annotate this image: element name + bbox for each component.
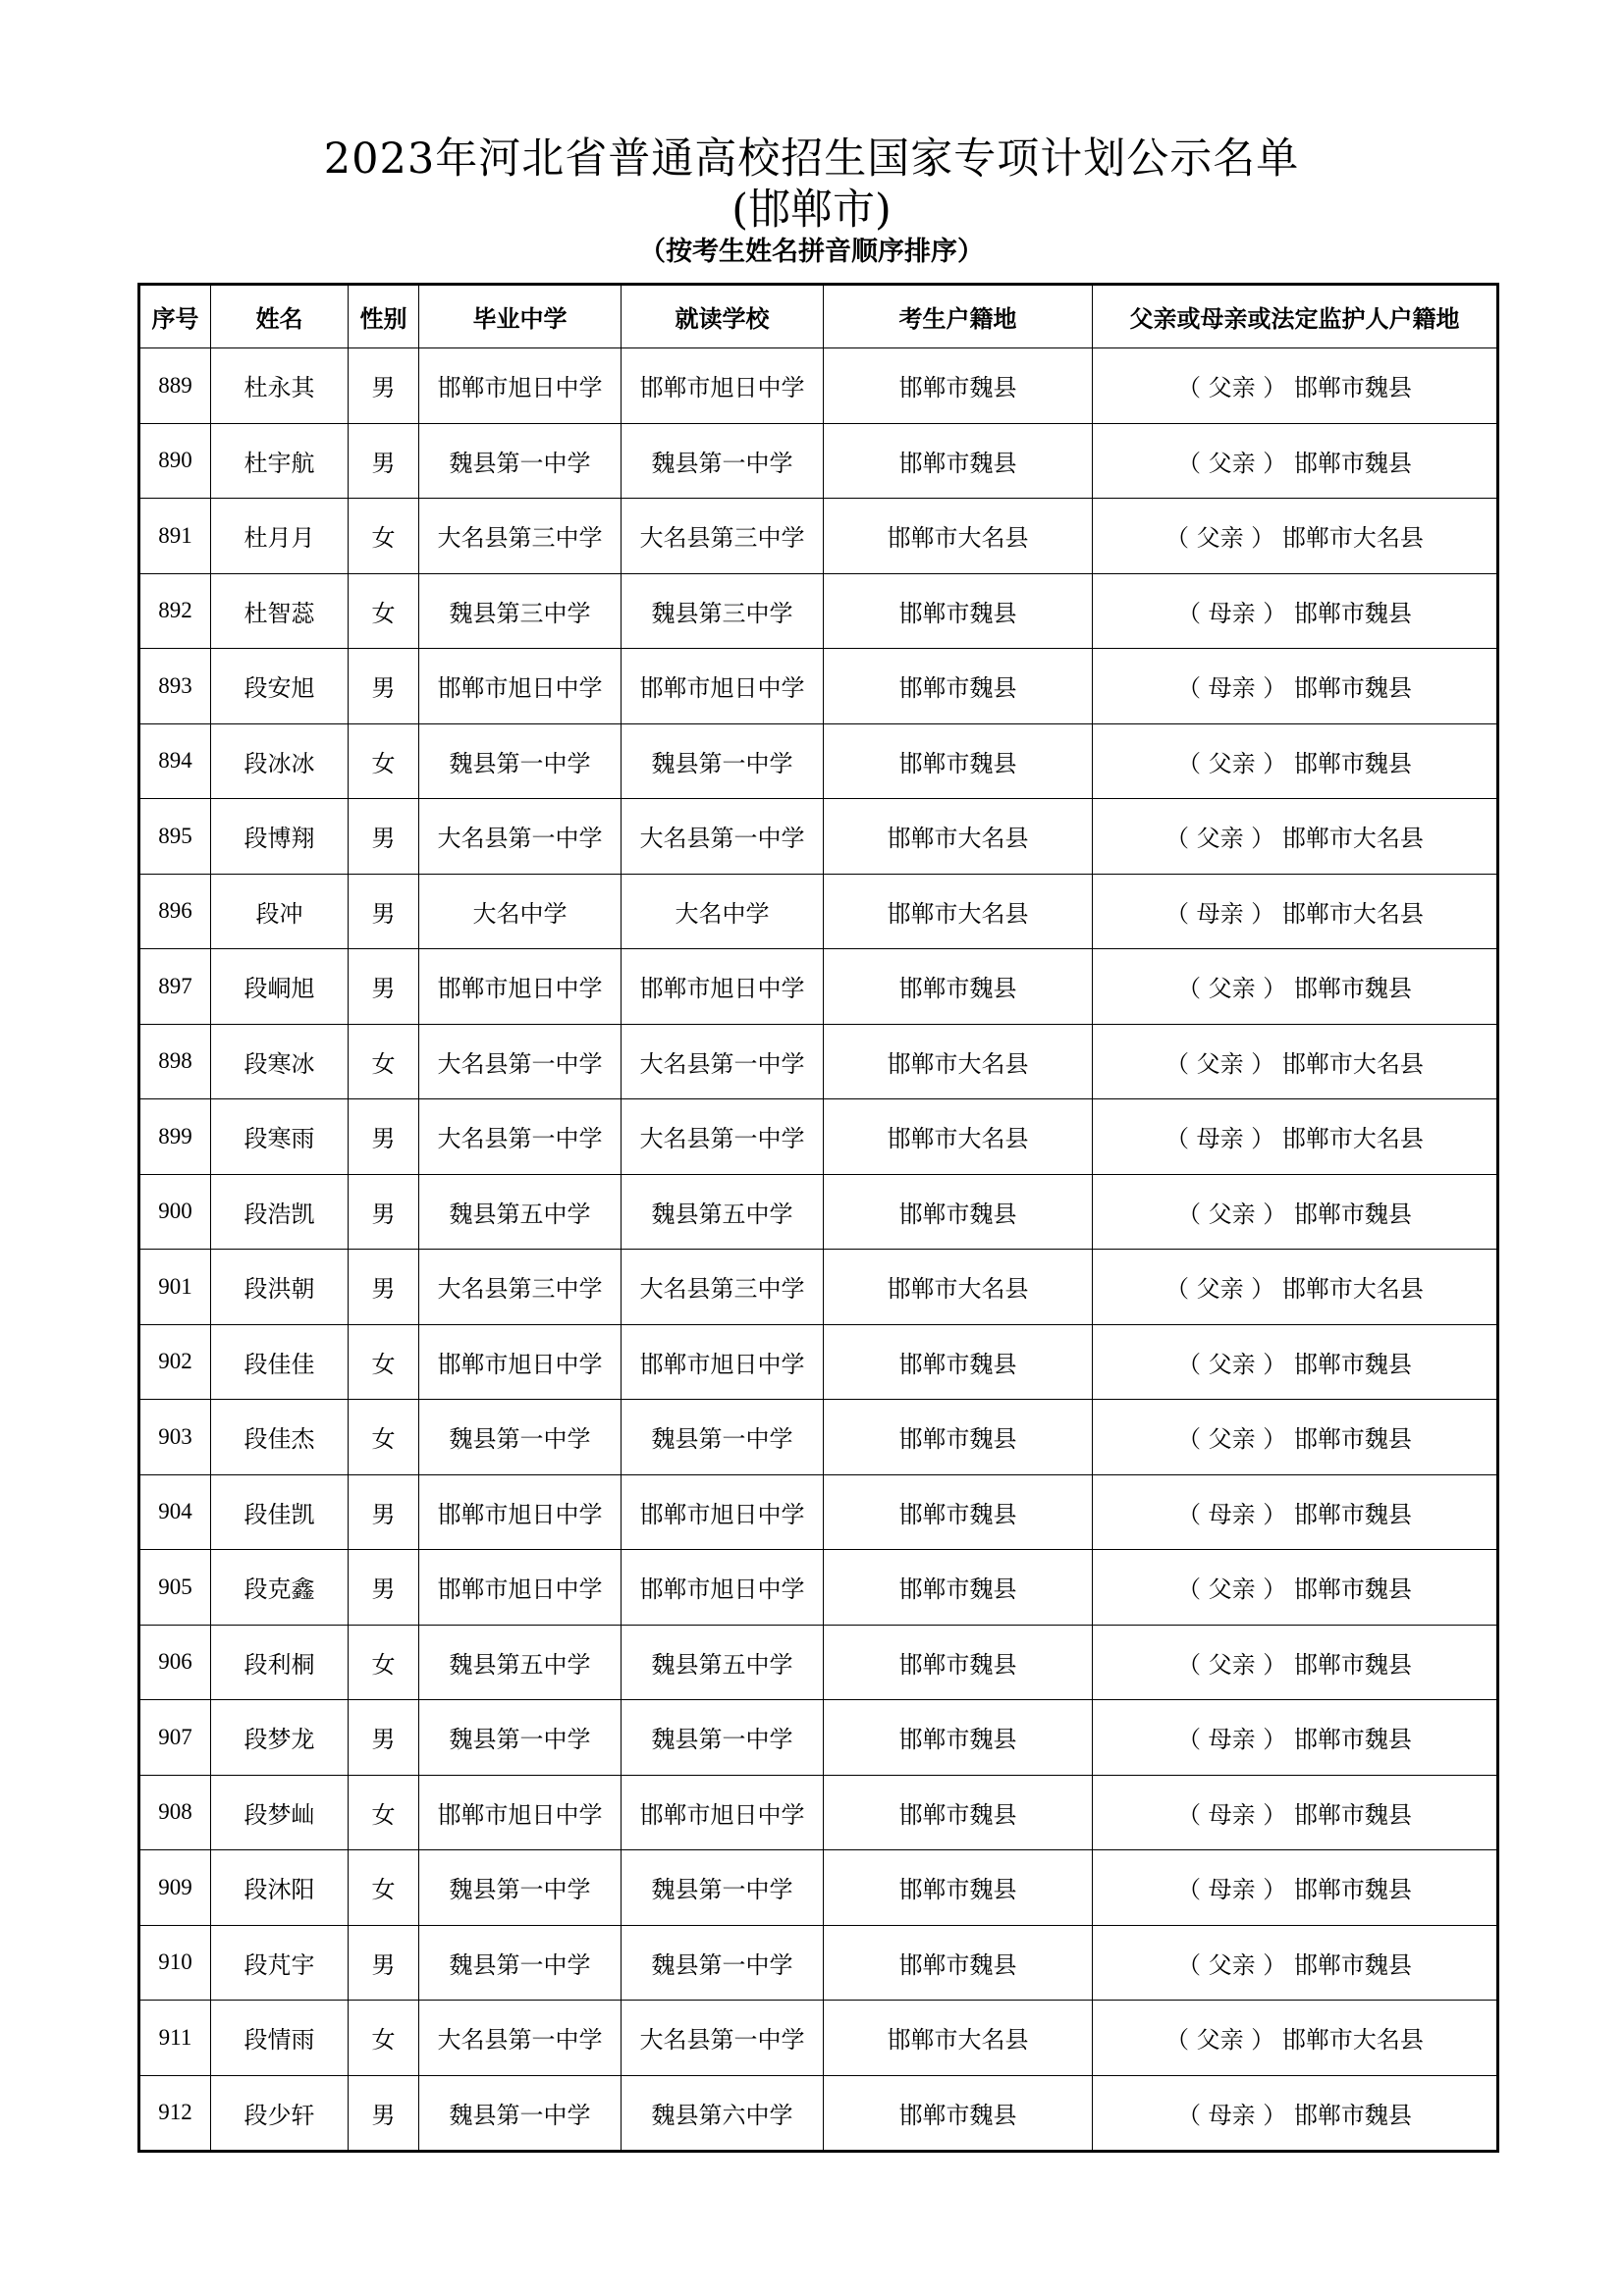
cell-residence: 邯郸市大名县 [824,2001,1093,2076]
cell-name: 段佳杰 [211,1400,349,1475]
cell-no: 910 [139,1925,211,2001]
cell-gender: 男 [349,423,419,499]
table-row [139,1400,1498,1475]
cell-grad-school: 魏县第一中学 [419,1925,622,2001]
cell-grad-school: 邯郸市旭日中学 [419,1474,622,1550]
cell-no: 900 [139,1174,211,1250]
cell-guardian-residence: （ 父亲 ） 邯郸市大名县 [1093,1024,1498,1099]
cell-current-school: 邯郸市旭日中学 [622,1324,824,1400]
cell-grad-school: 大名县第一中学 [419,1099,622,1175]
cell-guardian-residence: （ 父亲 ） 邯郸市大名县 [1093,2001,1498,2076]
cell-gender: 男 [349,1099,419,1175]
cell-name: 段佳佳 [211,1324,349,1400]
cell-gender: 男 [349,1250,419,1325]
cell-guardian-residence: （ 母亲 ） 邯郸市魏县 [1093,649,1498,724]
cell-residence: 邯郸市魏县 [824,1850,1093,1926]
column-header-guardian-residence: 父亲或母亲或法定监护人户籍地 [1093,285,1498,348]
table-row [139,2075,1498,2152]
cell-name: 段沐阳 [211,1850,349,1926]
cell-grad-school: 大名县第三中学 [419,1250,622,1325]
cell-guardian-residence: （ 父亲 ） 邯郸市魏县 [1093,348,1498,424]
cell-gender: 男 [349,1174,419,1250]
cell-residence: 邯郸市魏县 [824,348,1093,424]
cell-guardian-residence: （ 父亲 ） 邯郸市大名县 [1093,799,1498,875]
cell-name: 段少轩 [211,2075,349,2152]
cell-grad-school: 魏县第三中学 [419,573,622,649]
cell-grad-school: 大名县第一中学 [419,799,622,875]
cell-grad-school: 魏县第五中学 [419,1174,622,1250]
cell-name: 杜智蕊 [211,573,349,649]
cell-residence: 邯郸市大名县 [824,799,1093,875]
cell-name: 段情雨 [211,2001,349,2076]
cell-gender: 男 [349,1550,419,1626]
table-row [139,874,1498,949]
column-header-gender: 性别 [349,285,419,348]
cell-no: 912 [139,2075,211,2152]
cell-residence: 邯郸市魏县 [824,1324,1093,1400]
cell-grad-school: 魏县第一中学 [419,1850,622,1926]
cell-no: 904 [139,1474,211,1550]
column-header-current-school: 就读学校 [622,285,824,348]
cell-no: 895 [139,799,211,875]
cell-guardian-residence: （ 父亲 ） 邯郸市魏县 [1093,723,1498,799]
cell-name: 段博翔 [211,799,349,875]
cell-no: 899 [139,1099,211,1175]
cell-gender: 男 [349,1700,419,1776]
cell-current-school: 魏县第三中学 [622,573,824,649]
cell-guardian-residence: （ 母亲 ） 邯郸市大名县 [1093,874,1498,949]
cell-name: 杜永其 [211,348,349,424]
cell-current-school: 大名县第三中学 [622,1250,824,1325]
table-row [139,1324,1498,1400]
cell-residence: 邯郸市魏县 [824,723,1093,799]
cell-name: 段冲 [211,874,349,949]
column-header-grad-school: 毕业中学 [419,285,622,348]
cell-name: 段梦龙 [211,1700,349,1776]
page-subtitle-city: (邯郸市) [731,186,892,235]
cell-grad-school: 魏县第一中学 [419,2075,622,2152]
cell-residence: 邯郸市魏县 [824,949,1093,1025]
cell-guardian-residence: （ 父亲 ） 邯郸市魏县 [1093,1400,1498,1475]
cell-no: 897 [139,949,211,1025]
cell-name: 杜月月 [211,499,349,574]
cell-grad-school: 邯郸市旭日中学 [419,949,622,1025]
page-title: 2023年河北省普通高校招生国家专项计划公示名单 [323,134,1300,184]
cell-guardian-residence: （ 父亲 ） 邯郸市魏县 [1093,1925,1498,2001]
cell-guardian-residence: （ 父亲 ） 邯郸市大名县 [1093,499,1498,574]
roster-table [137,283,1499,2153]
cell-current-school: 邯郸市旭日中学 [622,1550,824,1626]
cell-grad-school: 邯郸市旭日中学 [419,1324,622,1400]
cell-grad-school: 魏县第一中学 [419,1700,622,1776]
cell-name: 段芃宇 [211,1925,349,2001]
cell-name: 段克鑫 [211,1550,349,1626]
cell-no: 906 [139,1625,211,1700]
cell-guardian-residence: （ 父亲 ） 邯郸市魏县 [1093,1324,1498,1400]
cell-gender: 男 [349,874,419,949]
cell-residence: 邯郸市魏县 [824,2075,1093,2152]
cell-no: 894 [139,723,211,799]
cell-current-school: 大名县第一中学 [622,799,824,875]
cell-gender: 女 [349,573,419,649]
cell-current-school: 大名县第一中学 [622,2001,824,2076]
cell-current-school: 大名县第一中学 [622,1024,824,1099]
table-body [139,348,1498,2152]
cell-gender: 男 [349,2075,419,2152]
cell-name: 段寒冰 [211,1024,349,1099]
cell-no: 889 [139,348,211,424]
table-row [139,1925,1498,2001]
table-row [139,1024,1498,1099]
cell-residence: 邯郸市魏县 [824,1700,1093,1776]
cell-current-school: 大名县第三中学 [622,499,824,574]
cell-gender: 男 [349,649,419,724]
cell-current-school: 魏县第一中学 [622,1700,824,1776]
cell-residence: 邯郸市魏县 [824,1474,1093,1550]
table-row [139,1775,1498,1850]
cell-no: 898 [139,1024,211,1099]
table-row [139,949,1498,1025]
table-row [139,1250,1498,1325]
cell-residence: 邯郸市魏县 [824,1775,1093,1850]
cell-current-school: 邯郸市旭日中学 [622,649,824,724]
cell-current-school: 魏县第五中学 [622,1625,824,1700]
table-row [139,649,1498,724]
cell-name: 杜宇航 [211,423,349,499]
cell-grad-school: 邯郸市旭日中学 [419,348,622,424]
cell-gender: 女 [349,1324,419,1400]
cell-guardian-residence: （ 母亲 ） 邯郸市魏县 [1093,1474,1498,1550]
cell-guardian-residence: （ 父亲 ） 邯郸市魏县 [1093,1174,1498,1250]
cell-no: 890 [139,423,211,499]
cell-name: 段峒旭 [211,949,349,1025]
cell-guardian-residence: （ 母亲 ） 邯郸市魏县 [1093,1700,1498,1776]
cell-guardian-residence: （ 母亲 ） 邯郸市魏县 [1093,573,1498,649]
cell-current-school: 大名县第一中学 [622,1099,824,1175]
cell-no: 903 [139,1400,211,1475]
cell-gender: 女 [349,1850,419,1926]
cell-guardian-residence: （ 母亲 ） 邯郸市魏县 [1093,1850,1498,1926]
column-header-no: 序号 [139,285,211,348]
cell-no: 901 [139,1250,211,1325]
table-row [139,1850,1498,1926]
cell-gender: 女 [349,723,419,799]
cell-gender: 女 [349,1400,419,1475]
cell-no: 892 [139,573,211,649]
cell-current-school: 魏县第一中学 [622,1925,824,2001]
column-header-name: 姓名 [211,285,349,348]
cell-gender: 男 [349,949,419,1025]
cell-grad-school: 大名县第一中学 [419,2001,622,2076]
table-row [139,1700,1498,1776]
cell-current-school: 邯郸市旭日中学 [622,1775,824,1850]
cell-name: 段安旭 [211,649,349,724]
cell-residence: 邯郸市魏县 [824,573,1093,649]
cell-residence: 邯郸市大名县 [824,499,1093,574]
cell-name: 段洪朝 [211,1250,349,1325]
table-row [139,1625,1498,1700]
table-row [139,723,1498,799]
table-row [139,1474,1498,1550]
cell-grad-school: 邯郸市旭日中学 [419,1775,622,1850]
cell-gender: 女 [349,499,419,574]
cell-gender: 女 [349,2001,419,2076]
cell-grad-school: 邯郸市旭日中学 [419,649,622,724]
table-row [139,499,1498,574]
cell-guardian-residence: （ 母亲 ） 邯郸市魏县 [1093,2075,1498,2152]
cell-current-school: 魏县第一中学 [622,1850,824,1926]
cell-current-school: 大名中学 [622,874,824,949]
cell-current-school: 邯郸市旭日中学 [622,348,824,424]
cell-no: 907 [139,1700,211,1776]
table-row [139,1099,1498,1175]
cell-residence: 邯郸市魏县 [824,1550,1093,1626]
cell-residence: 邯郸市魏县 [824,1174,1093,1250]
cell-guardian-residence: （ 父亲 ） 邯郸市魏县 [1093,1550,1498,1626]
column-header-residence: 考生户籍地 [824,285,1093,348]
cell-gender: 女 [349,1024,419,1099]
table-row [139,799,1498,875]
cell-no: 909 [139,1850,211,1926]
cell-grad-school: 魏县第一中学 [419,723,622,799]
cell-no: 905 [139,1550,211,1626]
cell-grad-school: 魏县第一中学 [419,1400,622,1475]
cell-residence: 邯郸市魏县 [824,1400,1093,1475]
cell-name: 段利桐 [211,1625,349,1700]
cell-current-school: 魏县第一中学 [622,423,824,499]
cell-residence: 邯郸市魏县 [824,1925,1093,2001]
cell-grad-school: 邯郸市旭日中学 [419,1550,622,1626]
cell-no: 911 [139,2001,211,2076]
cell-no: 891 [139,499,211,574]
table-header-row [139,285,1498,348]
cell-name: 段寒雨 [211,1099,349,1175]
cell-no: 893 [139,649,211,724]
cell-grad-school: 大名中学 [419,874,622,949]
cell-name: 段冰冰 [211,723,349,799]
cell-guardian-residence: （ 父亲 ） 邯郸市魏县 [1093,949,1498,1025]
table-row [139,573,1498,649]
cell-name: 段浩凯 [211,1174,349,1250]
cell-no: 896 [139,874,211,949]
cell-name: 段佳凯 [211,1474,349,1550]
cell-gender: 男 [349,1474,419,1550]
cell-current-school: 魏县第一中学 [622,723,824,799]
cell-current-school: 邯郸市旭日中学 [622,949,824,1025]
cell-gender: 女 [349,1625,419,1700]
cell-guardian-residence: （ 父亲 ） 邯郸市魏县 [1093,1625,1498,1700]
cell-residence: 邯郸市魏县 [824,423,1093,499]
table-row [139,1550,1498,1626]
cell-current-school: 邯郸市旭日中学 [622,1474,824,1550]
cell-gender: 男 [349,1925,419,2001]
cell-gender: 女 [349,1775,419,1850]
cell-guardian-residence: （ 父亲 ） 邯郸市魏县 [1093,423,1498,499]
cell-residence: 邯郸市大名县 [824,1099,1093,1175]
cell-grad-school: 魏县第一中学 [419,423,622,499]
cell-current-school: 魏县第五中学 [622,1174,824,1250]
cell-gender: 男 [349,348,419,424]
cell-residence: 邯郸市大名县 [824,874,1093,949]
cell-guardian-residence: （ 母亲 ） 邯郸市魏县 [1093,1775,1498,1850]
cell-name: 段梦屾 [211,1775,349,1850]
cell-grad-school: 大名县第三中学 [419,499,622,574]
cell-grad-school: 魏县第五中学 [419,1625,622,1700]
cell-residence: 邯郸市魏县 [824,649,1093,724]
cell-no: 902 [139,1324,211,1400]
cell-residence: 邯郸市魏县 [824,1625,1093,1700]
table-row [139,348,1498,424]
table-row [139,423,1498,499]
cell-guardian-residence: （ 父亲 ） 邯郸市大名县 [1093,1250,1498,1325]
cell-guardian-residence: （ 母亲 ） 邯郸市大名县 [1093,1099,1498,1175]
cell-current-school: 魏县第一中学 [622,1400,824,1475]
sort-note: （按考生姓名拼音顺序排序） [639,237,984,267]
cell-no: 908 [139,1775,211,1850]
cell-residence: 邯郸市大名县 [824,1250,1093,1325]
table-row [139,1174,1498,1250]
cell-residence: 邯郸市大名县 [824,1024,1093,1099]
cell-grad-school: 大名县第一中学 [419,1024,622,1099]
cell-gender: 男 [349,799,419,875]
table-row [139,2001,1498,2076]
cell-current-school: 魏县第六中学 [622,2075,824,2152]
